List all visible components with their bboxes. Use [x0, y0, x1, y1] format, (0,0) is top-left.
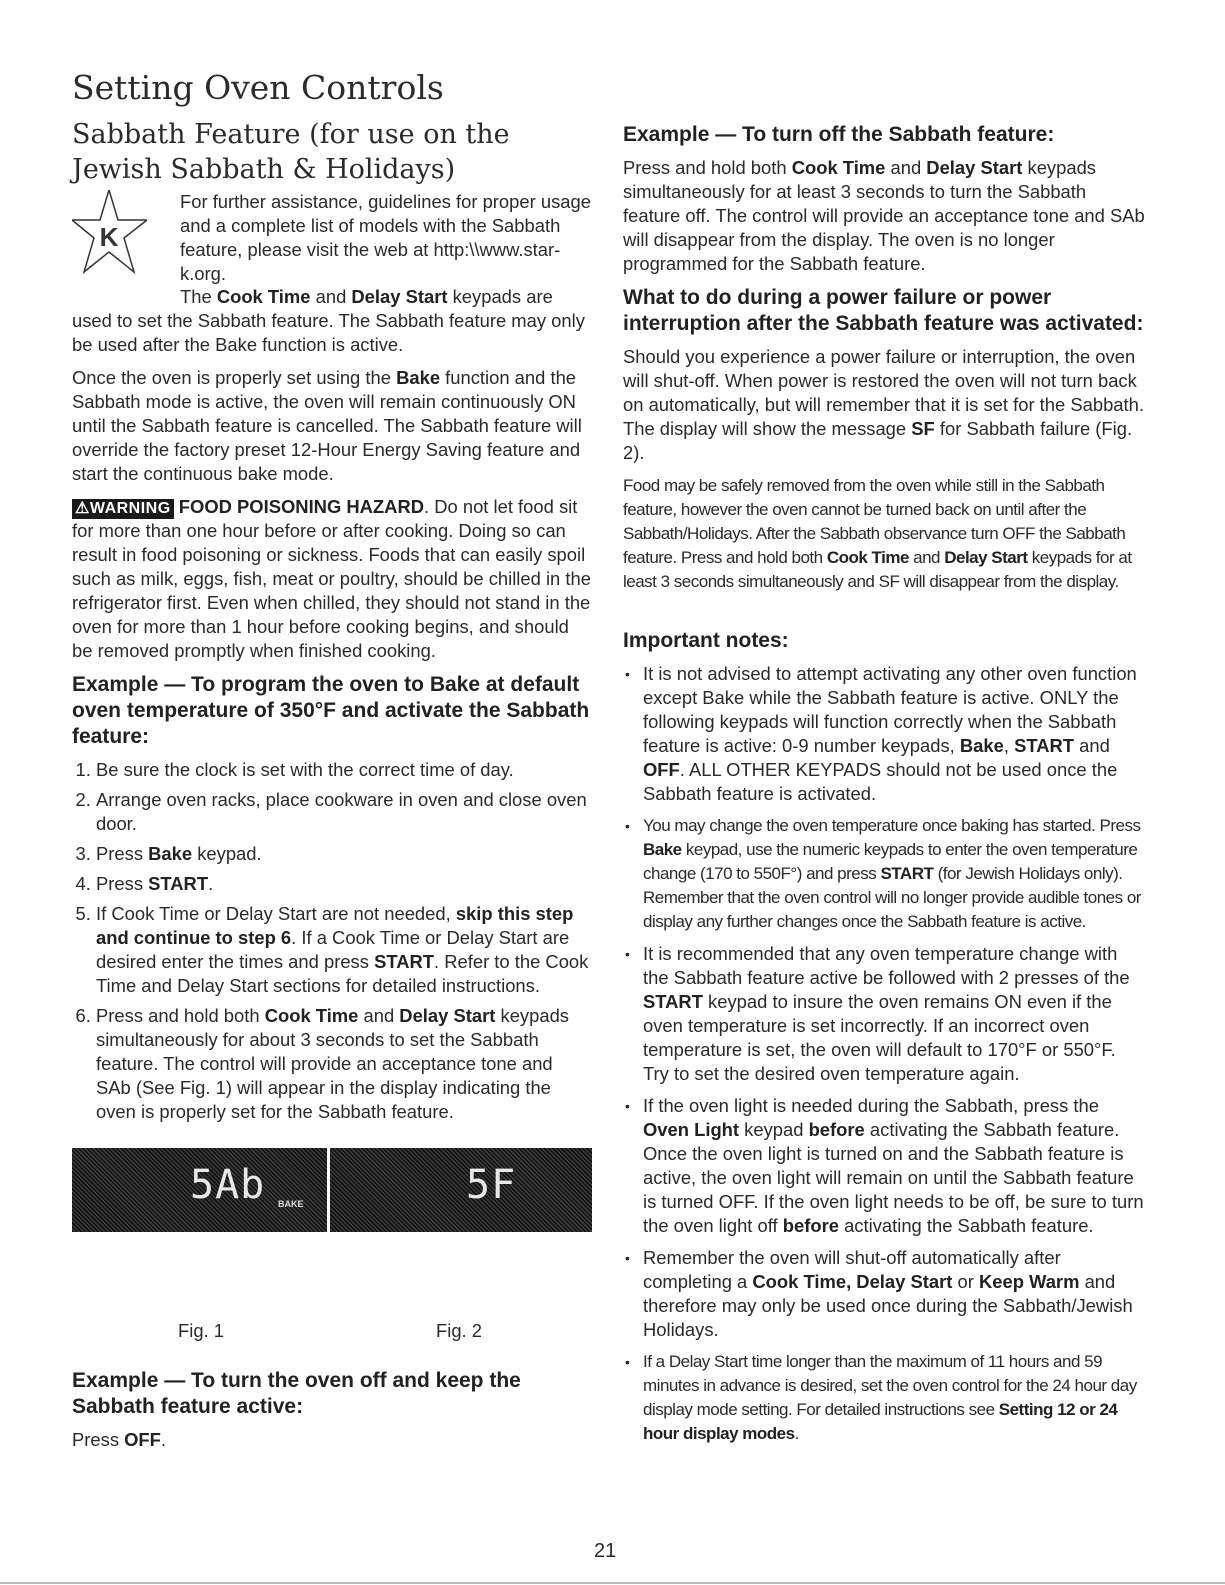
- note-item: • If the oven light is needed during the Sabbath, press the Oven Light keypad before activating the Sabbath feature. Once the oven light is turned on and the Sabbath feature is active, the oven light will remain on until the Sabbath feature is turned OFF. If the oven light needs to be off, be sure to turn the oven light off before activating the Sabbath feature.: [643, 1094, 1145, 1238]
- example-program-heading: Example — To program the oven to Bake at default oven temperature of 350°F and activate the Sabbath feature:: [72, 673, 590, 748]
- fig2-caption: Fig. 2: [436, 1320, 482, 1341]
- display-figures: [72, 1148, 592, 1238]
- step-item: 6. Press and hold both Cook Time and Delay Start keypads simultaneously for about 3 seconds to set the Sabbath feature. The control will provide an acceptance tone and SAb (See Fig. 1) will appear in the display indicating the oven is properly set for the Sabbath feature.: [96, 1004, 592, 1124]
- step-item: 1. Be sure the clock is set with the correct time of day.: [96, 758, 592, 782]
- intro-block: [72, 190, 592, 285]
- program-steps-list: [72, 758, 592, 1124]
- example-off-text: Press OFF.: [72, 1429, 167, 1450]
- left-column: [72, 190, 592, 1238]
- step-item: 3. Press Bake keypad.: [96, 842, 592, 866]
- note-item: • Remember the oven will shut-off automatically after completing a Cook Time, Delay Start or Keep Warm and therefore may only be used once during the Sabbath/Jewish Holidays.: [643, 1246, 1145, 1342]
- power-failure-text: Should you experience a power failure or interruption, the oven will shut-off. When power is restored the oven will not turn back on automatically, but will remember that it is set for the Sabbath. The display will show the message SF for Sabbath failure (Fig. 2).: [623, 346, 1144, 463]
- note-item: • If a Delay Start time longer than the maximum of 11 hours and 59 minutes in advance is desired, set the oven control for the 24 hour day display mode setting. For detailed instructions see Setting 12 or 24 hour display modes.: [643, 1350, 1145, 1446]
- step-item: 5. If Cook Time or Delay Start are not needed, skip this step and continue to step 6. If a Cook Time or Delay Start are desired enter the times and press START. Refer to the Cook Time and Delay Start sections for detailed instructions.: [96, 902, 592, 998]
- fig1-caption: Fig. 1: [178, 1320, 224, 1341]
- step-item: 4. Press START.: [96, 872, 592, 896]
- example-off-block: [72, 1362, 592, 1461]
- section-title: Sabbath Feature (for use on the Jewish Sabbath & Holidays): [72, 119, 510, 185]
- note-item: • It is not advised to attempt activating any other oven function except Bake while the Sabbath feature is active. ONLY the following keypads will function correctly when the Sabbath feature is active: 0-9 number keypads, Bake, START and OFF. ALL OTHER KEYPADS should not be used once the Sabbath feature is activated.: [643, 662, 1145, 806]
- bottom-divider: [0, 1582, 1225, 1584]
- fig2-display-text: 5F: [466, 1162, 517, 1208]
- example-off-heading: Example — To turn the oven off and keep the Sabbath feature active:: [72, 1369, 521, 1418]
- important-notes-list: [623, 662, 1145, 1446]
- bake-indicator: BAKE: [278, 1199, 304, 1209]
- power-failure-heading: What to do during a power failure or power interruption after the Sabbath feature was activated:: [623, 286, 1144, 335]
- example-turn-off-heading: Example — To turn off the Sabbath feature:: [623, 123, 1055, 146]
- paragraph-bake-mode: Once the oven is properly set using the Bake function and the Sabbath mode is active, the oven will remain continuously ON until the Sabbath feature is cancelled. The Sabbath feature will override the factory preset 12-Hour Energy Saving feature and start the continuous bake mode.: [72, 367, 582, 484]
- star-k-letter: K: [99, 222, 119, 252]
- paragraph-keypads: The Cook Time and Delay Start keypads are used to set the Sabbath feature. The Sabbath feature may only be used after the Bake function is active.: [72, 286, 585, 355]
- example-turn-off-text: Press and hold both Cook Time and Delay Start keypads simultaneously for at least 3 seconds to turn the Sabbath feature off. The control will provide an acceptance tone and SAb will disappear from the display. The oven is no longer programmed for the Sabbath feature.: [623, 157, 1145, 274]
- page-title: Setting Oven Controls: [72, 68, 444, 107]
- warning-title: FOOD POISONING HAZARD: [178, 496, 425, 517]
- intro-text: For further assistance, guidelines for proper usage and a complete list of models with the Sabbath feature, please visit the web at http:\\www.star-k.org.: [180, 191, 591, 284]
- warning-paragraph: ⚠WARNING FOOD POISONING HAZARD. Do not let food sit for more than one hour before or after cooking. Doing so can result in food poisoning or sickness. Foods that can easily spoil such as milk, eggs, fish, meat or poultry, should be chilled in the refrigerator first. Even when chilled, they should not stand in the oven for more than 1 hour before cooking begins, and should be removed promptly when finished cooking.: [72, 496, 591, 661]
- fig2-display-panel: [330, 1148, 592, 1232]
- note-item: • You may change the oven temperature once baking has started. Press Bake keypad, use the numeric keypads to enter the oven temperature change (170 to 550F°) and press START (for Jewish Holidays only). Remember that the oven control will no longer provide audible tones or display any further changes once the Sabbath feature is active.: [643, 814, 1145, 934]
- note-item: • It is recommended that any oven temperature change with the Sabbath feature active be followed with 2 presses of the START keypad to insure the oven remains ON even if the oven temperature is set incorrectly. If an incorrect oven temperature is set, the oven will default to 170°F or 550°F. Try to set the desired oven temperature again.: [643, 942, 1145, 1086]
- fig1-display-panel: [72, 1148, 327, 1232]
- fig1-display-text: 5Ab: [190, 1162, 266, 1208]
- warning-badge: ⚠WARNING: [72, 499, 174, 519]
- step-item: 2. Arrange oven racks, place cookware in oven and close oven door.: [96, 788, 592, 836]
- page-number: 21: [594, 1540, 617, 1562]
- star-k-logo-icon: [72, 190, 147, 285]
- power-failure-food-text: Food may be safely removed from the oven while still in the Sabbath feature, however the oven cannot be turned back on until after the Sabbath/Holidays. After the Sabbath observance turn OFF the Sabbath feature. Press and hold both Cook Time and Delay Start keypads for at least 3 seconds simultaneously and SF will disappear from the display.: [623, 476, 1132, 591]
- right-column: [623, 122, 1145, 1454]
- important-notes-heading: Important notes:: [623, 629, 789, 652]
